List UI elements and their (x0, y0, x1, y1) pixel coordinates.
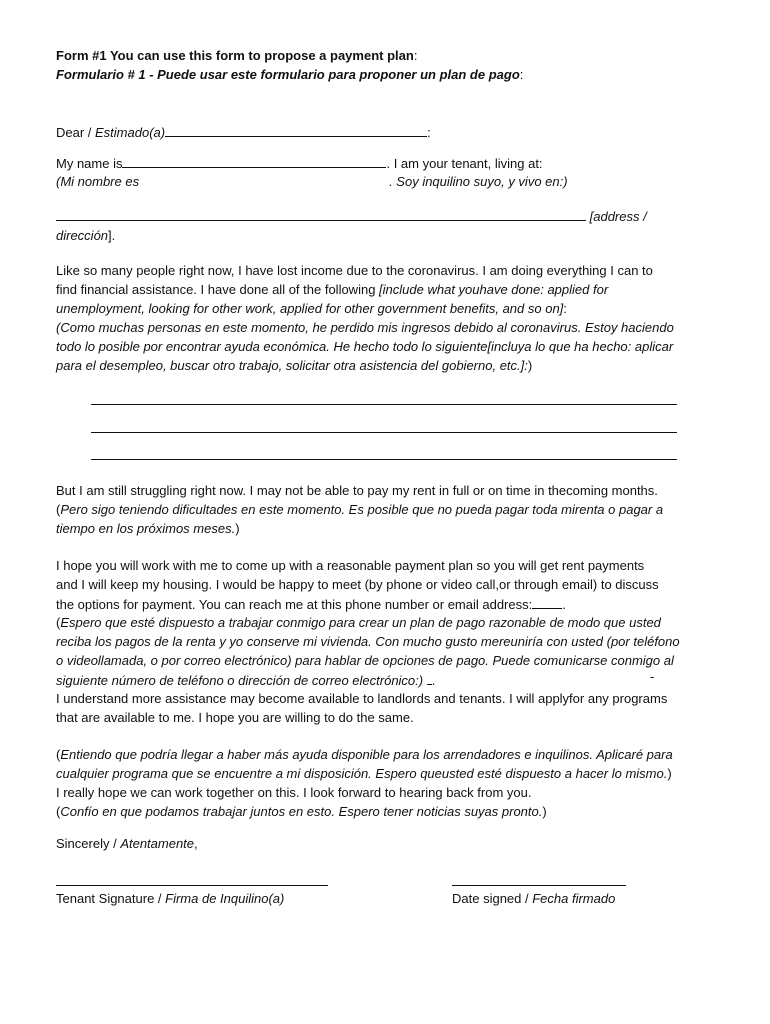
closing-line-3: I really hope we can work together on this. I look forward to hearing back from you. (56, 785, 532, 800)
tenant-label-en: Tenant Signature / (56, 891, 166, 906)
income-line-3 (56, 300, 567, 318)
plan-line-3 (56, 595, 566, 614)
struggle-line-3-text: tiempo en los próximos meses. (56, 521, 236, 536)
date-label-es: Fecha firmado (532, 891, 616, 906)
estimado-text: Estimado(a) (95, 125, 166, 140)
contact-blank[interactable] (532, 595, 562, 609)
plan-line-7-text: siguiente número de teléfono o dirección de correo electrónico:) (56, 673, 424, 688)
title-es-text: Formulario # 1 - Puede usar este formulario para proponer un plan de pago (56, 67, 520, 82)
struggle-line-1: But I am still struggling right now. I may not be able to pay my rent in full or on time in thecoming months. (56, 483, 658, 498)
tenant-signature-line[interactable] (56, 885, 328, 886)
struggle-line-2 (56, 501, 663, 519)
income-line-1: Like so many people right now, I have lost income due to the coronavirus. I am doing everything I can to (56, 263, 653, 278)
income-line-2-italic: [include what youhave done: applied for (379, 282, 609, 297)
name-line-en (56, 154, 543, 173)
plan-line-2: and I will keep my housing. I would be happy to meet (by phone or video call,or through email) to discuss (56, 577, 659, 592)
plan-line-6: o videollamada, o por correo electrónico) para hablar de opciones de pago. Puede comunicarse conmigo al (56, 653, 674, 668)
answer-line-3[interactable] (91, 459, 677, 460)
income-line-3-plain: : (563, 301, 567, 316)
title-es-colon: : (519, 67, 524, 82)
name-suffix-en: . I am your tenant, living at: (386, 156, 543, 171)
address-line (56, 207, 647, 226)
salutation-colon: : (427, 125, 431, 140)
address-blank[interactable] (56, 207, 586, 221)
tenant-signature-label (56, 890, 284, 908)
address-end: ]. (108, 228, 116, 243)
plan-line-9: that are available to me. I hope you are willing to do the same. (56, 710, 414, 725)
plan-line-4-open: ( (56, 615, 61, 630)
plan-line-4 (56, 614, 661, 632)
date-signed-line[interactable] (452, 885, 626, 886)
form-title-en (56, 47, 417, 65)
atentamente-text: Atentamente (120, 836, 195, 851)
plan-line-4-text: Espero que esté dispuesto a trabajar conmigo para crear un plan de pago razonable de modo que usted (60, 615, 661, 630)
name-line-es (56, 173, 568, 191)
title-en-text: Form #1 You can use this form to propose a payment plan (56, 48, 414, 63)
closing-line-1-open: ( (56, 747, 61, 762)
date-label-en: Date signed / (452, 891, 533, 906)
address-label: [address / (589, 209, 647, 224)
plan-line-8: I understand more assistance may become available to landlords and tenants. I will applyfor any programs (56, 691, 668, 706)
closing-line-4 (56, 803, 547, 821)
income-line-2-plain: find financial assistance. I have done all of the following (56, 282, 380, 297)
name-prefix-es: (Mi nombre es (56, 174, 140, 189)
income-line-4: (Como muchas personas en este momento, he perdido mis ingresos debido al coronavirus. Estoy haciendo (56, 320, 674, 335)
salutation-line (56, 123, 431, 142)
signoff-comma: , (194, 836, 198, 851)
stray-dash-mark: - (650, 669, 655, 684)
plan-line-3-text: the options for payment. You can reach me at this phone number or email address: (56, 597, 533, 612)
income-line-2 (56, 281, 608, 299)
plan-line-7-end: . (431, 673, 436, 688)
date-signed-label (452, 890, 615, 908)
address-line-cont (56, 227, 115, 245)
income-line-6 (56, 357, 532, 375)
income-line-5: todo lo posible por encontrar ayuda económica. He hecho todo lo siguiente[incluya lo que ha hecho: aplicar (56, 339, 674, 354)
landlord-name-blank[interactable] (165, 123, 427, 137)
dear-text: Dear / (56, 125, 96, 140)
closing-line-2-end: ) (667, 766, 672, 781)
tenant-label-es: Firma de Inquilino(a) (165, 891, 285, 906)
closing-line-4-open: ( (56, 804, 61, 819)
plan-line-3-end: . (562, 597, 566, 612)
sincerely-text: Sincerely / (56, 836, 121, 851)
closing-line-1-text: Entiendo que podría llegar a haber más ayuda disponible para los arrendadores e inquilinos. Aplicaré para (60, 747, 673, 762)
name-suffix-es: . Soy inquilino suyo, y vivo en:) (389, 174, 568, 189)
income-line-6-end: ) (527, 358, 533, 373)
struggle-line-2-open: ( (56, 502, 61, 517)
income-line-6-italic: para el desempleo, buscar otro trabajo, solicitar otra asistencia del gobierno, etc.]: (56, 358, 528, 373)
name-prefix-en: My name is (56, 156, 123, 171)
closing-line-4-end: ) (542, 804, 547, 819)
answer-line-2[interactable] (91, 432, 677, 433)
closing-line-2 (56, 765, 672, 783)
closing-line-1 (56, 746, 673, 764)
title-en-colon: : (413, 48, 418, 63)
struggle-line-2-text: Pero sigo teniendo dificultades en este momento. Es posible que no pueda pagar toda mirenta o pagar a (60, 502, 664, 517)
answer-line-1[interactable] (91, 404, 677, 405)
income-line-3-italic: unemployment, looking for other work, applied for other government benefits, and so on] (56, 301, 564, 316)
tenant-name-blank[interactable] (122, 154, 386, 168)
address-continuation: dirección (56, 228, 109, 243)
struggle-line-3-end: ) (235, 521, 240, 536)
signoff-line (56, 835, 198, 853)
plan-line-7 (56, 671, 435, 690)
closing-line-4-text: Confío en que podamos trabajar juntos en esto. Espero tener noticias suyas pronto. (60, 804, 543, 819)
plan-line-5: reciba los pagos de la renta y yo conserve mi vivienda. Con mucho gusto mereuniría con usted (por teléfono (56, 634, 680, 649)
plan-line-1: I hope you will work with me to come up with a reasonable payment plan so you will get rent payments (56, 558, 645, 573)
form-title-es (56, 66, 523, 84)
closing-line-2-text: cualquier programa que se encuentre a mi disposición. Espero queusted esté dispuesto a hacer lo mismo. (56, 766, 668, 781)
struggle-line-3 (56, 520, 240, 538)
